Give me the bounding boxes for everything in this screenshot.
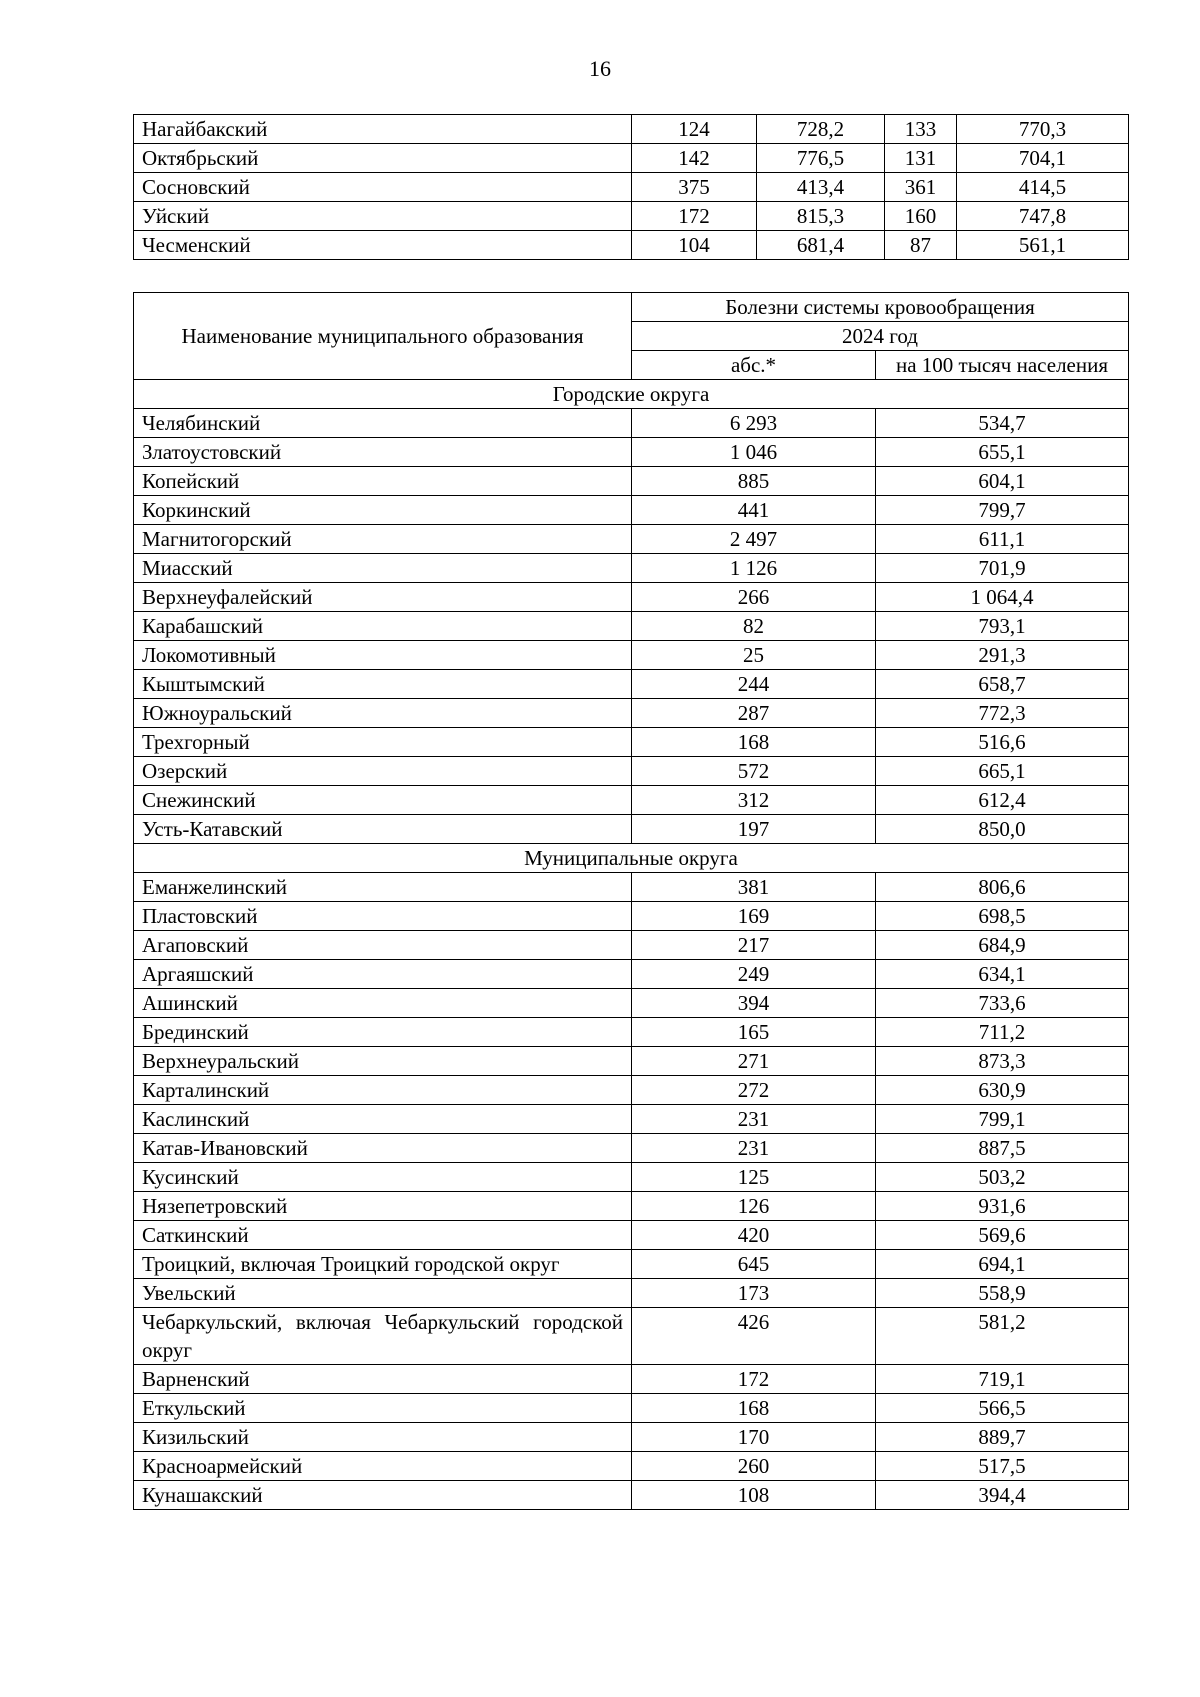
table-row [134,728,1129,757]
rate-value: 604,1 [876,467,1129,496]
abs-value: 885 [632,467,876,496]
municipality-name: Увельский [134,1279,632,1308]
municipality-name: Кыштымский [134,670,632,699]
section-title: Муниципальные округа [134,844,1129,873]
municipality-name: Варненский [134,1365,632,1394]
municipality-name: Пластовский [134,902,632,931]
municipality-name: Уйский [134,202,632,231]
table-row [134,115,1129,144]
municipality-name: Снежинский [134,786,632,815]
table-row [134,1163,1129,1192]
header-municipality: Наименование муниципального образования [134,293,632,380]
value-cell: 87 [885,231,957,260]
value-cell: 776,5 [757,144,885,173]
rate-value: 517,5 [876,1452,1129,1481]
table-row [134,583,1129,612]
header-per-100k: на 100 тысяч населения [876,351,1129,380]
municipality-name: Верхнеуральский [134,1047,632,1076]
table-row [134,1192,1129,1221]
municipality-name: Брединский [134,1018,632,1047]
table-row [134,641,1129,670]
rate-value: 1 064,4 [876,583,1129,612]
rate-value: 569,6 [876,1221,1129,1250]
municipality-name: Нязепетровский [134,1192,632,1221]
table-row [134,960,1129,989]
municipality-name: Локомотивный [134,641,632,670]
value-cell: 747,8 [957,202,1129,231]
abs-value: 260 [632,1452,876,1481]
abs-value: 173 [632,1279,876,1308]
rate-value: 698,5 [876,902,1129,931]
rate-value: 630,9 [876,1076,1129,1105]
table-row [134,612,1129,641]
rate-value: 793,1 [876,612,1129,641]
value-cell: 104 [632,231,757,260]
header-year: 2024 год [632,322,1129,351]
municipality-name: Ашинский [134,989,632,1018]
municipality-name: Октябрьский [134,144,632,173]
abs-value: 172 [632,1365,876,1394]
municipality-name: Миасский [134,554,632,583]
abs-value: 1 046 [632,438,876,467]
rate-value: 394,4 [876,1481,1129,1510]
table-row [134,409,1129,438]
rate-value: 611,1 [876,525,1129,554]
value-cell: 561,1 [957,231,1129,260]
table-row [134,1047,1129,1076]
value-cell: 413,4 [757,173,885,202]
municipality-name: Верхнеуфалейский [134,583,632,612]
municipality-name: Кунашакский [134,1481,632,1510]
rate-value: 719,1 [876,1365,1129,1394]
continued-table [133,114,1129,260]
table-row [134,757,1129,786]
municipality-name: Еткульский [134,1394,632,1423]
rate-value: 558,9 [876,1279,1129,1308]
table-row [134,699,1129,728]
circulatory-diseases-table-body [134,380,1129,1510]
municipality-name: Трехгорный [134,728,632,757]
abs-value: 108 [632,1481,876,1510]
rate-value: 634,1 [876,960,1129,989]
table-row [134,1423,1129,1452]
circulatory-diseases-table [133,292,1129,1510]
page-number: 16 [589,56,611,81]
rate-value: 658,7 [876,670,1129,699]
abs-value: 441 [632,496,876,525]
rate-value: 291,3 [876,641,1129,670]
abs-value: 2 497 [632,525,876,554]
rate-value: 684,9 [876,931,1129,960]
municipality-name: Коркинский [134,496,632,525]
abs-value: 231 [632,1134,876,1163]
abs-value: 169 [632,902,876,931]
table-row [134,1076,1129,1105]
value-cell: 160 [885,202,957,231]
table-row [134,931,1129,960]
municipality-name: Каслинский [134,1105,632,1134]
abs-value: 381 [632,873,876,902]
municipality-name: Озерский [134,757,632,786]
abs-value: 126 [632,1192,876,1221]
rate-value: 655,1 [876,438,1129,467]
abs-value: 266 [632,583,876,612]
abs-value: 231 [632,1105,876,1134]
table-row [134,786,1129,815]
rate-value: 799,1 [876,1105,1129,1134]
table-row [134,1221,1129,1250]
value-cell: 142 [632,144,757,173]
table-row [134,231,1129,260]
abs-value: 287 [632,699,876,728]
municipality-name: Копейский [134,467,632,496]
table-row [134,1018,1129,1047]
value-cell: 172 [632,202,757,231]
value-cell: 770,3 [957,115,1129,144]
value-cell: 133 [885,115,957,144]
abs-value: 6 293 [632,409,876,438]
municipality-name: Южноуральский [134,699,632,728]
municipality-name: Карталинский [134,1076,632,1105]
value-cell: 815,3 [757,202,885,231]
municipality-name: Кизильский [134,1423,632,1452]
abs-value: 82 [632,612,876,641]
table-row [134,1365,1129,1394]
rate-value: 772,3 [876,699,1129,728]
table-row [134,1279,1129,1308]
rate-value: 503,2 [876,1163,1129,1192]
municipality-name: Сосновский [134,173,632,202]
municipality-name: Челябинский [134,409,632,438]
section-row [134,380,1129,409]
municipality-name: Агаповский [134,931,632,960]
table-row [134,815,1129,844]
table-row [134,1308,1129,1365]
table-row [134,1481,1129,1510]
abs-value: 249 [632,960,876,989]
value-cell: 728,2 [757,115,885,144]
municipality-name: Еманжелинский [134,873,632,902]
abs-value: 170 [632,1423,876,1452]
municipality-name: Кусинский [134,1163,632,1192]
table-row [134,173,1129,202]
rate-value: 701,9 [876,554,1129,583]
abs-value: 645 [632,1250,876,1279]
rate-value: 931,6 [876,1192,1129,1221]
abs-value: 394 [632,989,876,1018]
value-cell: 704,1 [957,144,1129,173]
municipality-name: Магнитогорский [134,525,632,554]
municipality-name: Катав-Ивановский [134,1134,632,1163]
continued-table-body [134,115,1129,260]
abs-value: 165 [632,1018,876,1047]
table-row [134,1134,1129,1163]
table-row [134,144,1129,173]
rate-value: 534,7 [876,409,1129,438]
rate-value: 850,0 [876,815,1129,844]
table-row [134,1452,1129,1481]
rate-value: 612,4 [876,786,1129,815]
table-row [134,496,1129,525]
rate-value: 665,1 [876,757,1129,786]
table-row [134,525,1129,554]
abs-value: 420 [632,1221,876,1250]
abs-value: 168 [632,728,876,757]
abs-value: 197 [632,815,876,844]
value-cell: 681,4 [757,231,885,260]
table-row [134,1250,1129,1279]
municipality-name: Троицкий, включая Троицкий городской округ [134,1250,632,1279]
abs-value: 244 [632,670,876,699]
abs-value: 312 [632,786,876,815]
table-row [134,467,1129,496]
table-row [134,202,1129,231]
header-disease-group: Болезни системы кровообращения [632,293,1129,322]
rate-value: 581,2 [876,1308,1129,1365]
abs-value: 217 [632,931,876,960]
value-cell: 414,5 [957,173,1129,202]
municipality-name: Златоустовский [134,438,632,467]
table-row [134,989,1129,1018]
table-row [134,1394,1129,1423]
rate-value: 694,1 [876,1250,1129,1279]
value-cell: 131 [885,144,957,173]
abs-value: 125 [632,1163,876,1192]
municipality-name: Саткинский [134,1221,632,1250]
rate-value: 566,5 [876,1394,1129,1423]
municipality-name: Красноармейский [134,1452,632,1481]
rate-value: 516,6 [876,728,1129,757]
abs-value: 25 [632,641,876,670]
section-row [134,844,1129,873]
rate-value: 799,7 [876,496,1129,525]
municipality-name: Чесменский [134,231,632,260]
abs-value: 271 [632,1047,876,1076]
municipality-name: Карабашский [134,612,632,641]
value-cell: 124 [632,115,757,144]
municipality-name: Нагайбакский [134,115,632,144]
header-abs: абс.* [632,351,876,380]
section-title: Городские округа [134,380,1129,409]
table-row [134,670,1129,699]
rate-value: 889,7 [876,1423,1129,1452]
municipality-name: Чебаркульский, включая Чебаркульский городской округ [134,1308,632,1365]
abs-value: 572 [632,757,876,786]
abs-value: 168 [632,1394,876,1423]
table-row [134,902,1129,931]
abs-value: 272 [632,1076,876,1105]
abs-value: 1 126 [632,554,876,583]
table-row [134,554,1129,583]
value-cell: 375 [632,173,757,202]
table-row [134,438,1129,467]
table-row [134,1105,1129,1134]
municipality-name: Аргаяшский [134,960,632,989]
rate-value: 733,6 [876,989,1129,1018]
table-row [134,873,1129,902]
municipality-name: Усть-Катавский [134,815,632,844]
rate-value: 806,6 [876,873,1129,902]
rate-value: 887,5 [876,1134,1129,1163]
abs-value: 426 [632,1308,876,1365]
rate-value: 873,3 [876,1047,1129,1076]
value-cell: 361 [885,173,957,202]
rate-value: 711,2 [876,1018,1129,1047]
